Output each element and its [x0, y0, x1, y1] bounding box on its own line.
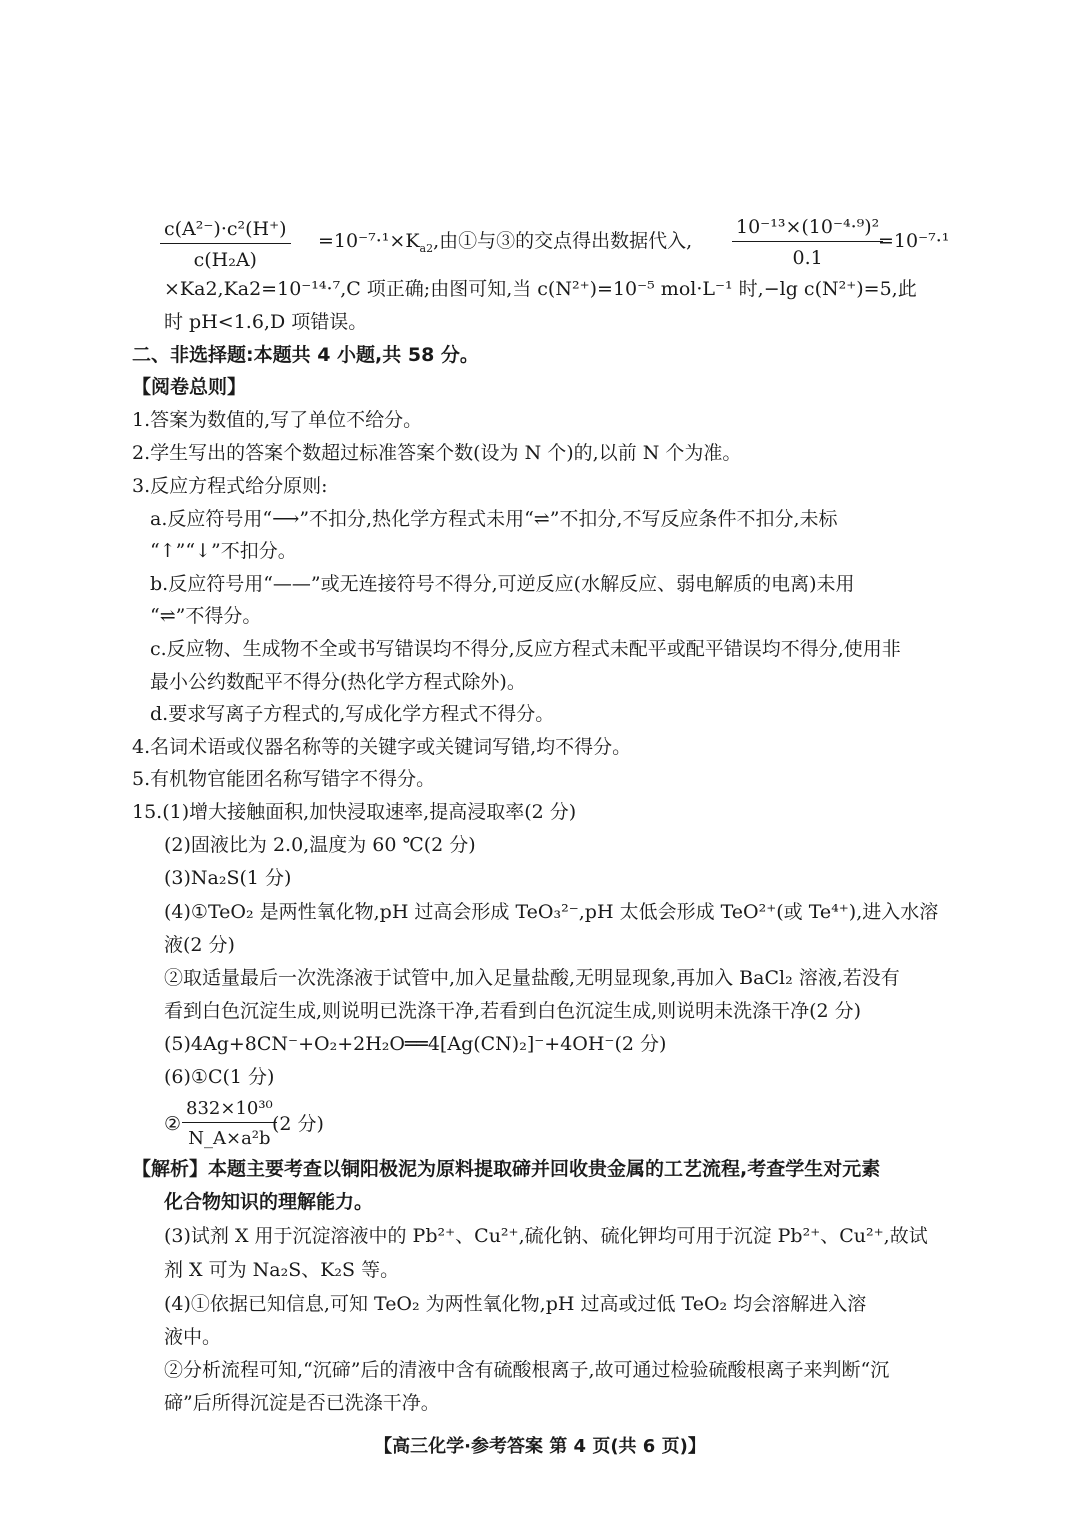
- rule-line: 3.反应方程式给分原则:: [132, 475, 328, 497]
- rule-line: “↑”“↓”不扣分。: [150, 540, 297, 562]
- q15-line: (5)4Ag+8CN⁻+O₂+2H₂O══4[Ag(CN)₂]⁻+4OH⁻(2 分): [164, 1033, 667, 1055]
- fraction-1: [160, 218, 291, 271]
- rule-line: c.反应物、生成物不全或书写错误均不得分,反应方程式未配平或配平错误均不得分,使用非: [150, 638, 901, 660]
- q15-line: (3)Na₂S(1 分): [164, 867, 292, 889]
- q15-line: 15.(1)增大接触面积,加快浸取速率,提高浸取率(2 分): [132, 801, 577, 823]
- equation-1-middle: $=10^{-7}\cdot^1\times K_{a2}$,由①与③的交点得出数据代入,: [318, 230, 693, 255]
- top-line-2: ×Ka2,Ka2=10⁻¹⁴·⁷,C 项正确;由图可知,当 c(N²⁺)=10⁻⁵ mol·L⁻¹ 时,−lg c(N²⁺)=5,此: [164, 278, 917, 300]
- q15-6b-denominator: N_A×a²b: [188, 1128, 271, 1149]
- analysis-line: ②分析流程可知,“沉碲”后的清液中含有硫酸根离子,故可通过检验硫酸根离子来判断“沉: [164, 1359, 890, 1381]
- q15-line: (6)①C(1 分): [164, 1066, 275, 1088]
- analysis-line: 液中。: [164, 1326, 222, 1348]
- fraction-1-denominator: c(H₂A): [193, 249, 257, 271]
- fraction-2: [732, 216, 883, 269]
- fraction-2-denominator: 0.1: [792, 247, 823, 269]
- q15-6b-score: (2 分): [272, 1113, 324, 1135]
- q15-line: (4)①TeO₂ 是两性氧化物,pH 过高会形成 TeO₃²⁻,pH 太低会形成 TeO²⁺(或 Te⁴⁺),进入水溶: [164, 901, 939, 923]
- rules-title: 【阅卷总则】: [132, 376, 247, 398]
- rule-line: 最小公约数配平不得分(热化学方程式除外)。: [150, 671, 526, 693]
- rule-line: 5.有机物官能团名称写错字不得分。: [132, 768, 436, 790]
- rule-line: “⇌”不得分。: [150, 605, 262, 627]
- rule-line: b.反应符号用“——”或无连接符号不得分,可逆反应(水解反应、弱电解质的电离)未用: [150, 573, 855, 595]
- q15-line: (2)固液比为 2.0,温度为 60 ℃(2 分): [164, 834, 476, 856]
- analysis-title-cont: 化合物知识的理解能力。: [164, 1191, 374, 1213]
- rule-line: 4.名词术语或仪器名称等的关键字或关键词写错,均不得分。: [132, 736, 632, 758]
- analysis-line: (4)①依据已知信息,可知 TeO₂ 为两性氧化物,pH 过高或过低 TeO₂ 均会溶解进入溶: [164, 1293, 867, 1315]
- fraction-2-numerator: 10⁻¹³×(10⁻⁴·⁹)²: [732, 216, 883, 242]
- rule-line: d.要求写离子方程式的,写成化学方程式不得分。: [150, 703, 555, 725]
- top-line-3: 时 pH<1.6,D 项错误。: [164, 311, 368, 333]
- q15-6b-fraction: [182, 1098, 277, 1149]
- q15-6b-prefix: ②: [164, 1113, 182, 1135]
- q15-6b-numerator: 832×10³⁰: [182, 1098, 277, 1123]
- rule-line: a.反应符号用“⟶”不扣分,热化学方程式未用“⇌”不扣分,不写反应条件不扣分,未标: [150, 508, 838, 530]
- analysis-line: 剂 X 可为 Na₂S、K₂S 等。: [164, 1259, 400, 1281]
- q15-line: ②取适量最后一次洗涤液于试管中,加入足量盐酸,无明显现象,再加入 BaCl₂ 溶液,若没有: [164, 967, 900, 989]
- section-title: 二、非选择题:本题共 4 小题,共 58 分。: [132, 344, 479, 366]
- analysis-line: (3)试剂 X 用于沉淀溶液中的 Pb²⁺、Cu²⁺,硫化钠、硫化钾均可用于沉淀 Pb²⁺、Cu²⁺,故试: [164, 1225, 928, 1247]
- equation-1-end: =10⁻⁷·¹: [878, 230, 950, 252]
- page-footer: 【高三化学·参考答案 第 4 页(共 6 页)】: [374, 1436, 706, 1457]
- rule-line: 1.答案为数值的,写了单位不给分。: [132, 409, 423, 431]
- fraction-1-numerator: c(A²⁻)·c²(H⁺): [160, 218, 291, 244]
- analysis-title: 【解析】本题主要考查以铜阳极泥为原料提取碲并回收贵金属的工艺流程,考查学生对元素: [132, 1158, 881, 1180]
- q15-line: 液(2 分): [164, 934, 235, 956]
- q15-line: 看到白色沉淀生成,则说明已洗涤干净,若看到白色沉淀生成,则说明未洗涤干净(2 分): [164, 1000, 862, 1022]
- rule-line: 2.学生写出的答案个数超过标准答案个数(设为 N 个)的,以前 N 个为准。: [132, 442, 742, 464]
- analysis-line: 碲”后所得沉淀是否已洗涤干净。: [164, 1392, 440, 1414]
